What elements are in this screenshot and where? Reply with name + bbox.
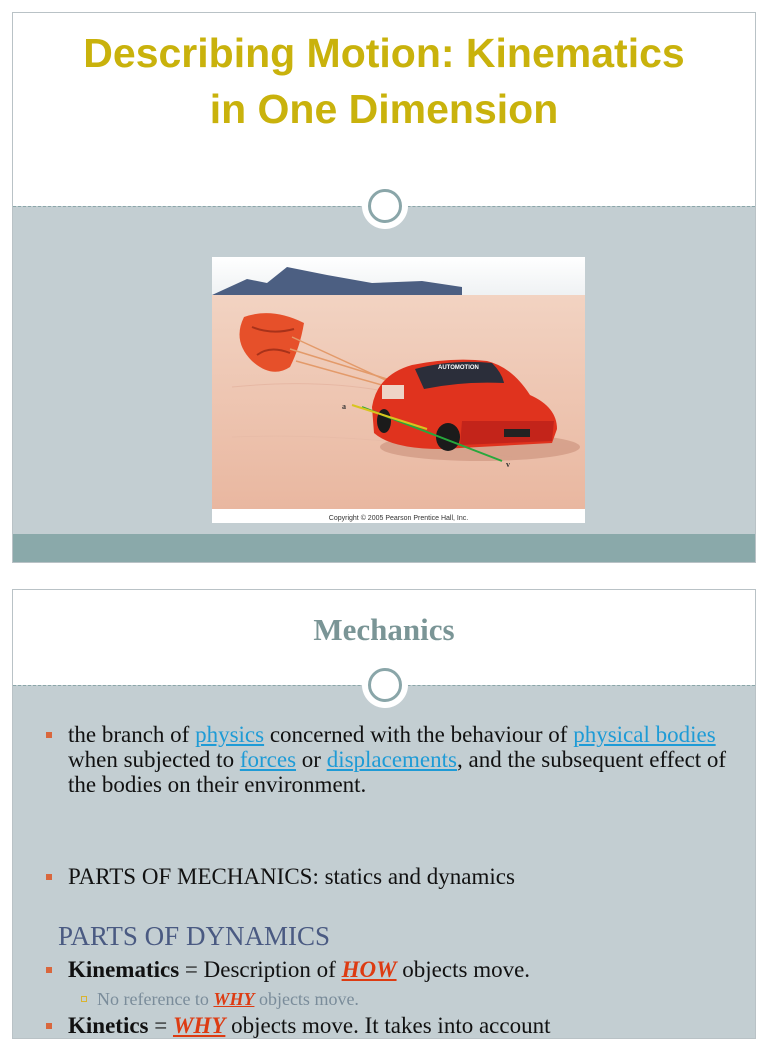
bullet-kinetics	[68, 1013, 728, 1038]
dragster-photo	[212, 257, 585, 523]
link-displacements[interactable]: displacements	[326, 747, 457, 772]
sub-bullet-no-reference	[97, 989, 359, 1010]
emphasis-how: HOW	[341, 957, 397, 982]
bullet-text: the branch of	[68, 722, 196, 747]
sub-bullet-text: No reference to	[97, 989, 214, 1009]
emphasis-why: WHY	[213, 989, 255, 1009]
link-physical-bodies[interactable]: physical bodies	[573, 722, 716, 747]
emphasis-why: WHY	[172, 1013, 226, 1038]
bullet-text: objects move.	[396, 957, 531, 982]
divider-ring-icon	[362, 183, 408, 229]
slide-1	[12, 12, 756, 563]
sub-bullet-text: objects move.	[254, 989, 359, 1009]
divider-ring-icon	[362, 662, 408, 708]
vector-v-label: v	[506, 460, 510, 469]
bullet-parts-of-mechanics	[68, 864, 728, 889]
bullet-kinematics	[68, 957, 728, 982]
car-decal-text: AUTOMOTION	[438, 365, 479, 371]
bullet-text: concerned with the behaviour of	[264, 722, 574, 747]
slide-title	[13, 25, 755, 137]
bullet-text: when subjected to	[68, 747, 240, 772]
link-forces[interactable]: forces	[239, 747, 297, 772]
term-kinematics: Kinematics	[68, 957, 180, 982]
vector-a-label: a	[342, 402, 346, 411]
bullet-square-icon	[46, 874, 52, 880]
slide-1-footer-band	[13, 534, 755, 562]
photo-copyright: Copyright © 2005 Pearson Prentice Hall, Inc.	[328, 515, 469, 522]
bullet-text: or	[296, 747, 327, 772]
bullet-mechanics-definition	[68, 722, 728, 797]
bullet-text: = Description of	[179, 957, 342, 982]
bullet-text: , and the subsequent effect of the bodies on their environment.	[68, 747, 727, 797]
slide-2-body	[13, 685, 755, 1038]
bullet-square-icon	[46, 967, 52, 973]
slide-1-title-area	[13, 13, 755, 206]
bullet-text: objects move. It takes into account	[225, 1013, 551, 1038]
title-line-2: in One Dimension	[209, 86, 559, 132]
parts-of-dynamics-heading: PARTS OF DYNAMICS	[58, 921, 330, 951]
slide-2	[12, 589, 756, 1039]
bullet-text: PARTS OF MECHANICS: statics and dynamics	[68, 864, 515, 889]
slide-2-title: Mechanics	[313, 612, 455, 647]
photo-illustration	[212, 257, 585, 509]
link-physics[interactable]: physics	[195, 722, 265, 747]
bullet-square-icon	[46, 1023, 52, 1029]
title-line-1: Describing Motion: Kinematics	[83, 30, 685, 76]
term-kinetics: Kinetics	[68, 1013, 149, 1038]
sub-bullet-square-icon	[81, 996, 87, 1002]
bullet-text: =	[148, 1013, 173, 1038]
bullet-square-icon	[46, 732, 52, 738]
